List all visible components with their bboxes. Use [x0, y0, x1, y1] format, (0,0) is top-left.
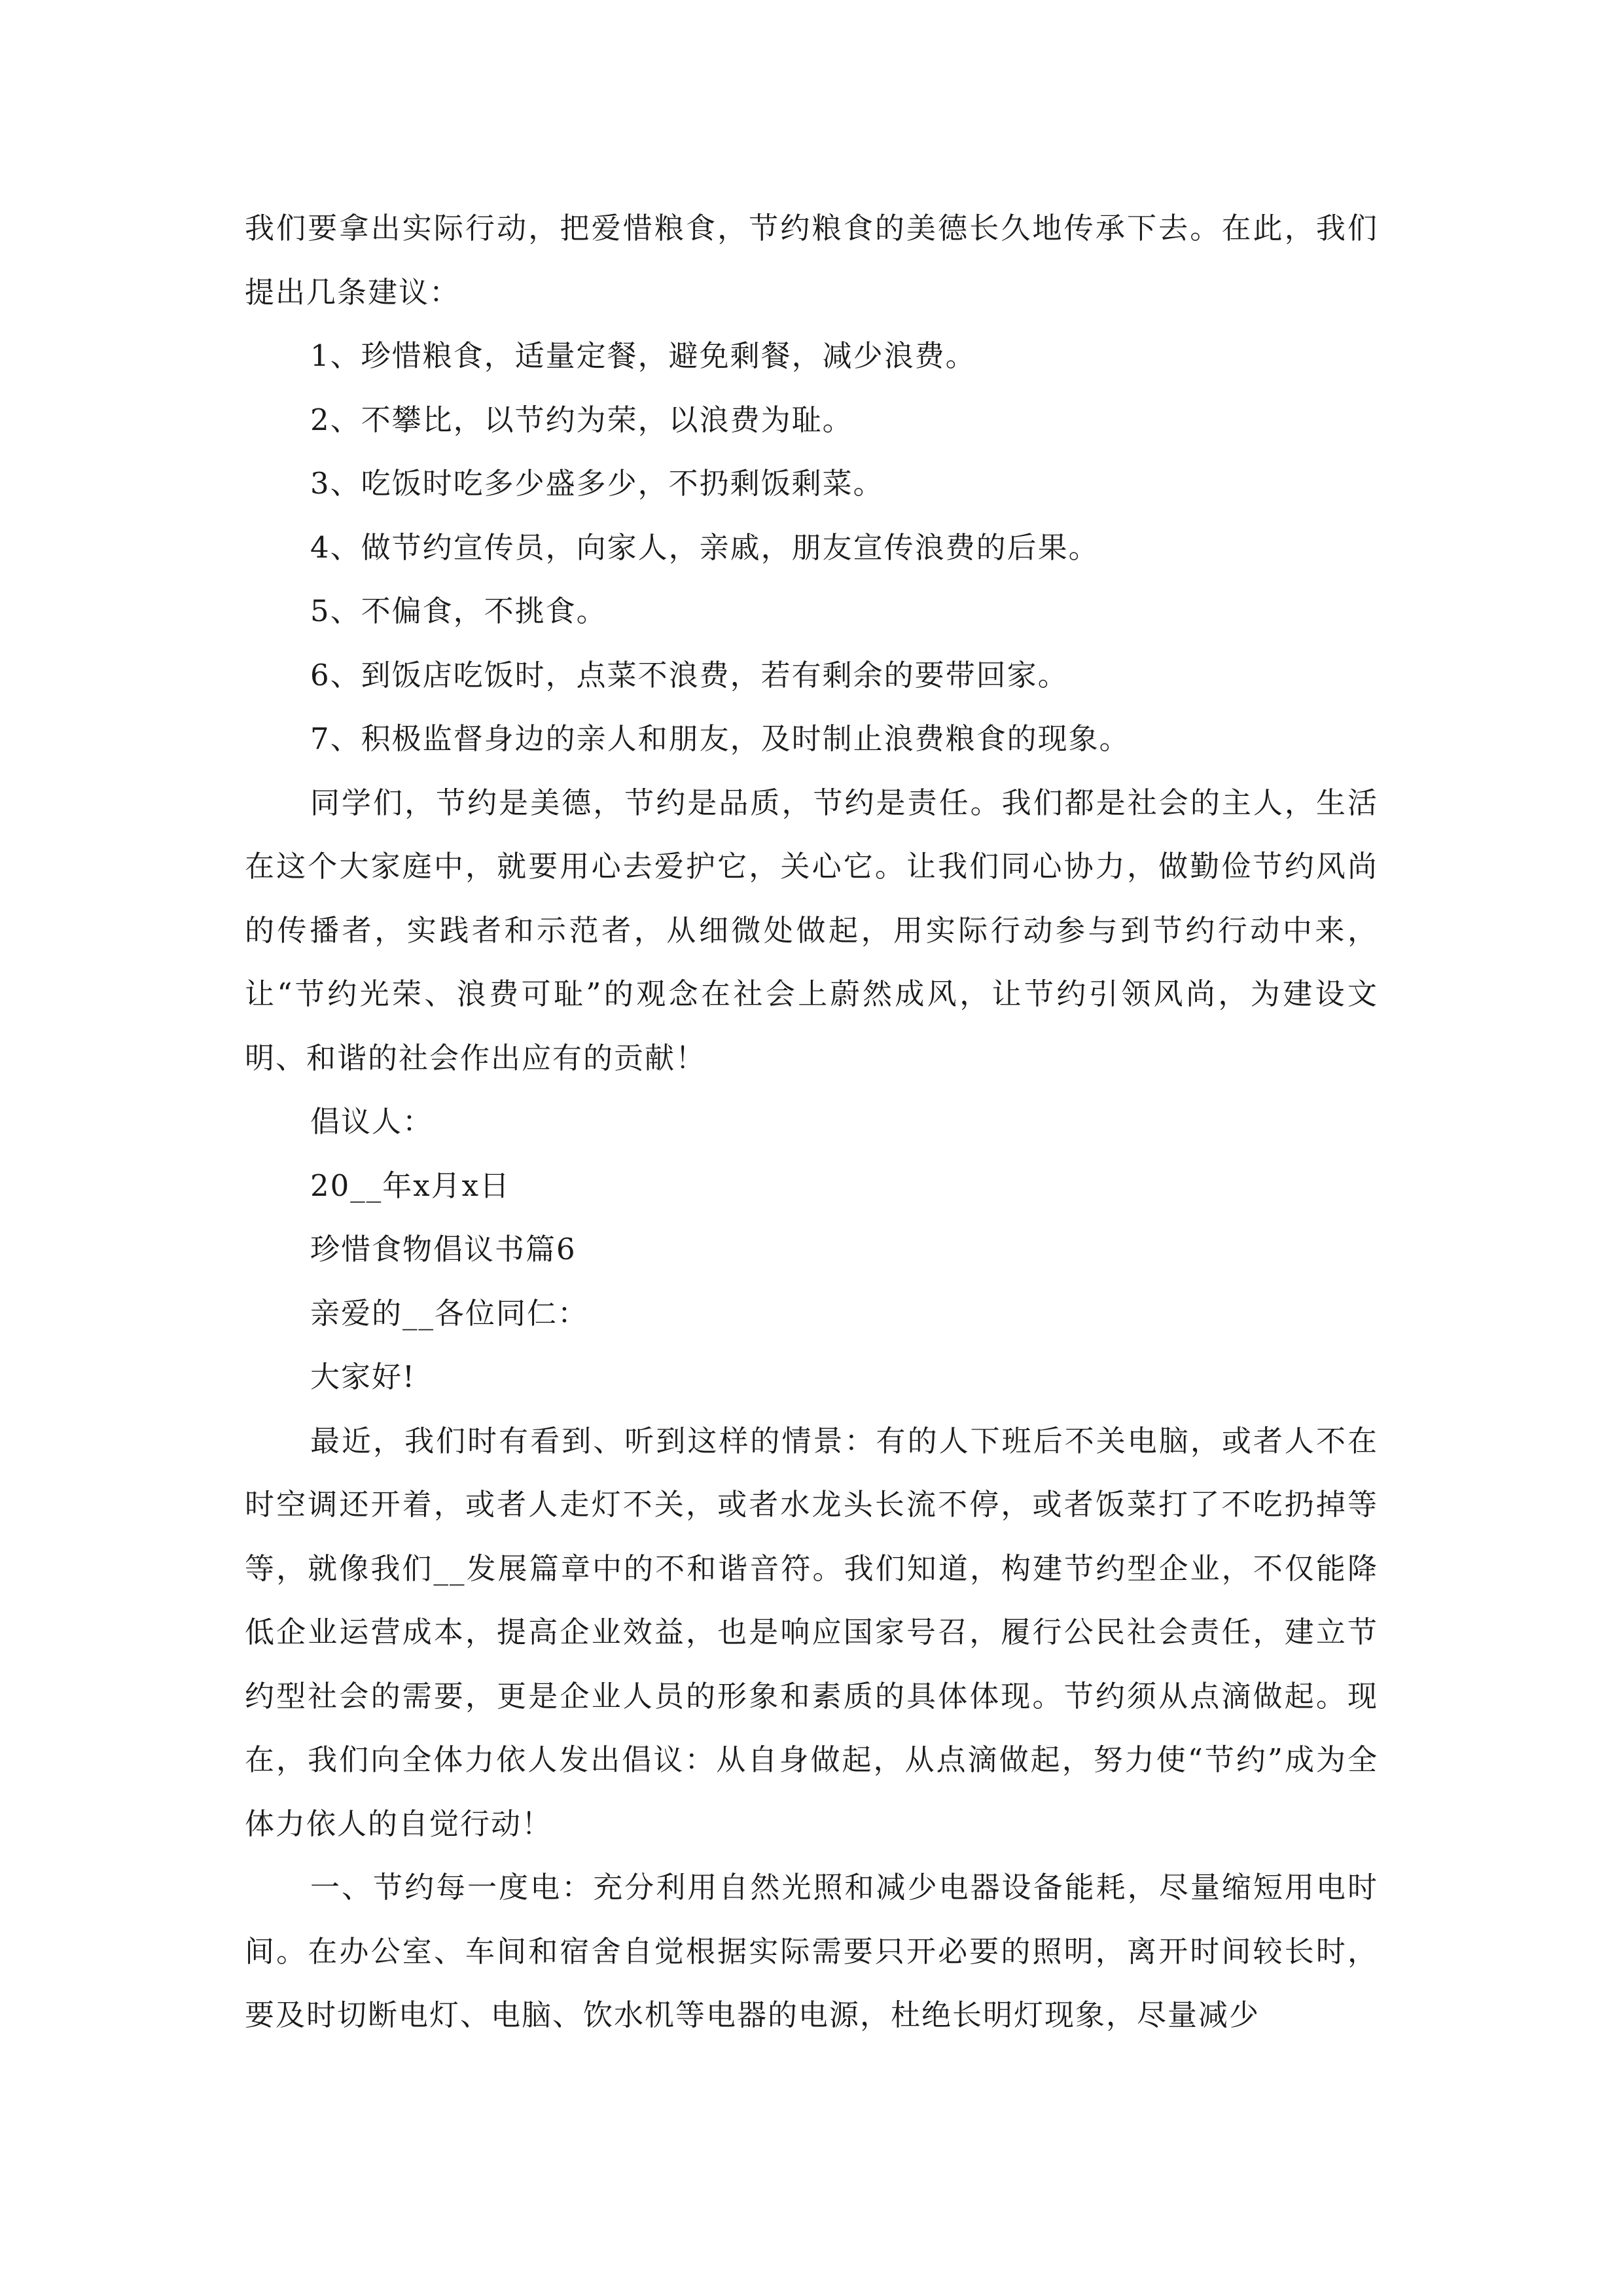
suggestion-item-5: 5、不偏食，不挑食。 — [310, 594, 607, 628]
salutation: 亲爱的__各位同仁： — [310, 1295, 589, 1331]
closing-paragraph: 同学们，节约是美德，节约是品质，节约是责任。我们都是社会的主人，生活在这个大家庭中，就要用心去爱护它，关心它。让我们同心协力，做勤俭节约风尚的传播者，实践者和示范者，从细微处做起，用实际行动参与到节约行动中来，让“节约光荣、浪费可耻”的观念在社会上蔚然成风，让节约引领风尚，为建设文明、和谐的社会作出应有的贡献！ — [245, 785, 1378, 1075]
suggestion-item-2: 2、不攀比，以节约为荣，以浪费为耻。 — [310, 402, 853, 437]
suggestion-item-3: 3、吃饭时吃多少盛多少，不扔剩饭剩菜。 — [310, 466, 884, 501]
document-body — [245, 196, 1378, 2047]
greeting: 大家好! — [310, 1359, 416, 1394]
signature-label: 倡议人： — [310, 1104, 434, 1139]
suggestion-item-6: 6、到饭店吃饭时，点菜不浪费，若有剩余的要带回家。 — [310, 657, 1069, 692]
date-line: 20__年x月x日 — [310, 1168, 511, 1203]
body-paragraph-2: 一、节约每一度电：充分利用自然光照和减少电器设备能耗，尽量缩短用电时间。在办公室、车间和宿舍自觉根据实际需要只开必要的照明，离开时间较长时，要及时切断电灯、电脑、饮水机等电器的电源，杜绝长明灯现象，尽量减少 — [245, 1870, 1378, 2032]
suggestion-item-7: 7、积极监督身边的亲人和朋友，及时制止浪费粮食的现象。 — [310, 721, 1130, 756]
suggestion-item-1: 1、珍惜粮食，适量定餐，避免剩餐，减少浪费。 — [310, 338, 976, 373]
suggestion-item-4: 4、做节约宣传员，向家人，亲戚，朋友宣传浪费的后果。 — [310, 529, 1099, 565]
intro-paragraph: 我们要拿出实际行动，把爱惜粮食，节约粮食的美德长久地传承下去。在此，我们提出几条建议： — [245, 211, 1378, 310]
section-title: 珍惜食物倡议书篇6 — [310, 1232, 577, 1266]
body-paragraph-1: 最近，我们时有看到、听到这样的情景：有的人下班后不关电脑，或者人不在时空调还开着，或者人走灯不关，或者水龙头长流不停，或者饭菜打了不吃扔掉等等，就像我们__发展篇章中的不和谐音符。我们知道，构建节约型企业，不仅能降低企业运营成本，提高企业效益，也是响应国家号召，履行公民社会责任，建立节约型社会的需要，更是企业人员的形象和素质的具体体现。节约须从点滴做起。现在，我们向全体力依人发出倡议：从自身做起，从点滴做起，努力使“节约”成为全体力依人的自觉行动！ — [245, 1423, 1378, 1841]
